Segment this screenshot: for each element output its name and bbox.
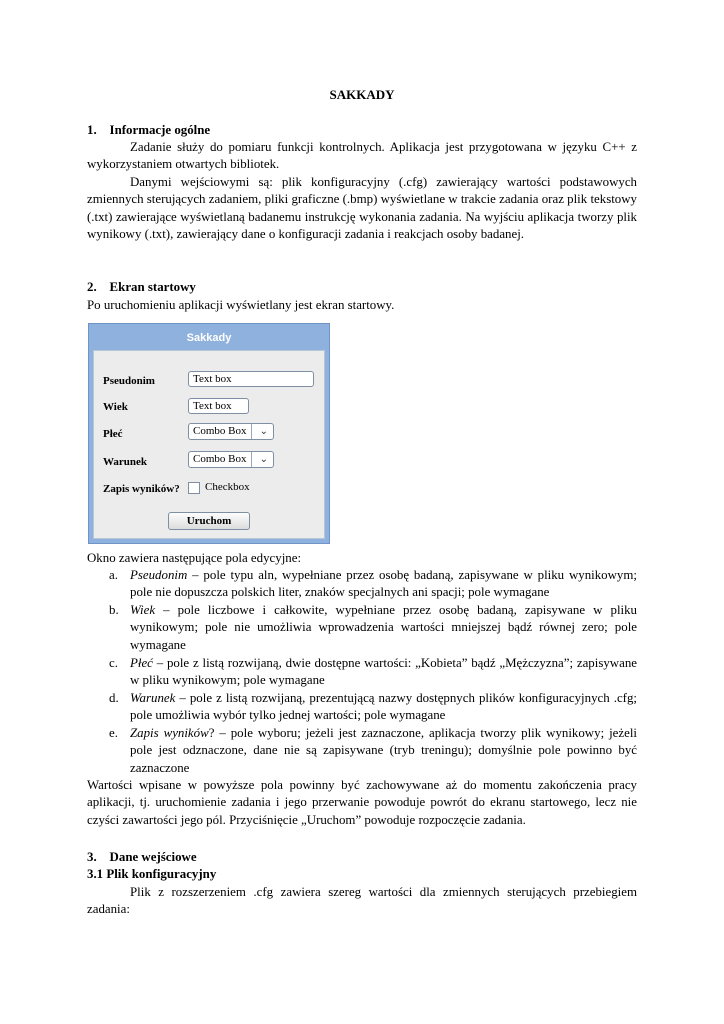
list-item-field-name: Płeć [130,656,153,670]
wiek-label: Wiek [103,401,128,413]
list-item-field-name: Zapis wyników [130,726,209,740]
section-3-heading: 3. Dane wejściowe [87,850,197,864]
section-3-1-paragraph: Plik z rozszerzeniem .cfg zawiera szereg wartości dla zmiennych sterujących przebiegiem zadania: [87,885,637,917]
start-screen-dialog [88,323,330,544]
list-item [130,690,637,725]
warunek-combobox-value: Combo Box [193,453,247,465]
dialog-body [93,350,325,539]
pseudonim-label: Pseudonim [103,375,155,387]
list-item-marker: c. [109,656,118,670]
list-item-marker: a. [109,568,118,582]
list-item [130,725,637,777]
section-1-heading: 1. Informacje ogólne [87,123,211,137]
checkbox-label: Checkbox [205,481,250,493]
fields-intro: Okno zawiera następujące pola edycyjne: [87,551,302,565]
list-item-description: – pole liczbowe i całkowite, wypełniane przez osobę badaną, zapisywane w pliku wynikowym; pole nie umożliwia wprowadzenia wartości mniejszej bądź równej zero; pole wymagane [130,603,637,652]
dialog-title: Sakkady [186,332,232,344]
list-item-description: ? – pole wyboru; jeżeli jest zaznaczone, aplikacja tworzy plik wynikowy; jeżeli pole jest odznaczone, dane nie są zapisywane (tryb treningu); domyślnie pole powinno być zaznaczone [130,726,637,775]
list-item-description: – pole typu aln, wypełniane przez osobę badaną, zapisywane w pliku wynikowym; pole nie dopuszcza polskich liter, znaków specjalnych ani spacji; pole wymagane [130,568,637,600]
uruchom-button[interactable]: Uruchom [168,512,250,530]
section-1-para-1-line-2: wykorzystaniem otwartych bibliotek. [87,157,280,171]
section-3-1-heading: 3.1 Plik konfiguracyjny [87,867,217,881]
plec-label: Płeć [103,428,123,440]
warunek-label: Warunek [103,456,148,468]
section-2-intro: Po uruchomieniu aplikacji wyświetlany jest ekran startowy. [87,298,395,312]
chevron-down-icon: ⌄ [259,426,268,437]
list-item [130,655,637,690]
zapis-checkbox[interactable] [188,482,200,494]
list-item-description: – pole z listą rozwijaną, dwie dostępne wartości: „Kobieta” bądź „Mężczyzna”; zapisywane w pliku wynikowym; pole wymagane [130,656,637,688]
list-item [130,602,637,654]
plec-combobox-value: Combo Box [193,425,247,437]
page-title: SAKKADY [329,87,395,102]
pseudonim-input[interactable]: Text box [188,371,314,387]
section-1-para-1-line-1: Zadanie służy do pomiaru funkcji kontrolnych. Aplikacja jest przygotowana w języku C++ z [130,140,637,154]
list-item-field-name: Warunek [130,691,176,705]
wiek-input[interactable]: Text box [188,398,249,414]
list-item-description: – pole z listą rozwijaną, prezentującą nazwy dostępnych plików konfiguracyjnych .cfg; pole umożliwia wybór tylko jednej wartości; pole wymagane [130,691,637,723]
closing-paragraph: Wartości wpisane w powyższe pola powinny być zachowywane aż do momentu zakończenia pracy aplikacji, tj. uruchomienie zadania i jego przerwanie powoduje powrót do ekranu startowego, lecz nie czyści zawartości jego pól. Przyciśnięcie „Uruchom” powoduje rozpoczęcie zadania. [87,778,637,827]
warunek-combobox[interactable] [188,451,274,468]
list-item-field-name: Pseudonim [130,568,188,582]
list-item-field-name: Wiek [130,603,156,617]
list-item [130,567,637,602]
section-1-para-2: Danymi wejściowymi są: plik konfiguracyjny (.cfg) zawierający wartości podstawowych zmiennych sterujących zadaniem, pliki graficzne (.bmp) wyświetlane w trakcie zadania oraz plik tekstowy (.txt) zawierające wyświetlaną badanemu instrukcję wykonania zadania. Na wyjściu aplikacja tworzy plik wynikowy (.txt), zawierający dane o konfiguracji zadania i reakcjach osoby badanej. [87,175,637,242]
zapis-label: Zapis wyników? [103,483,180,495]
list-item-marker: e. [109,726,118,740]
chevron-down-icon: ⌄ [259,454,268,465]
section-2-heading: 2. Ekran startowy [87,280,196,294]
list-item-marker: d. [109,691,119,705]
list-item-marker: b. [109,603,119,617]
plec-combobox[interactable] [188,423,274,440]
